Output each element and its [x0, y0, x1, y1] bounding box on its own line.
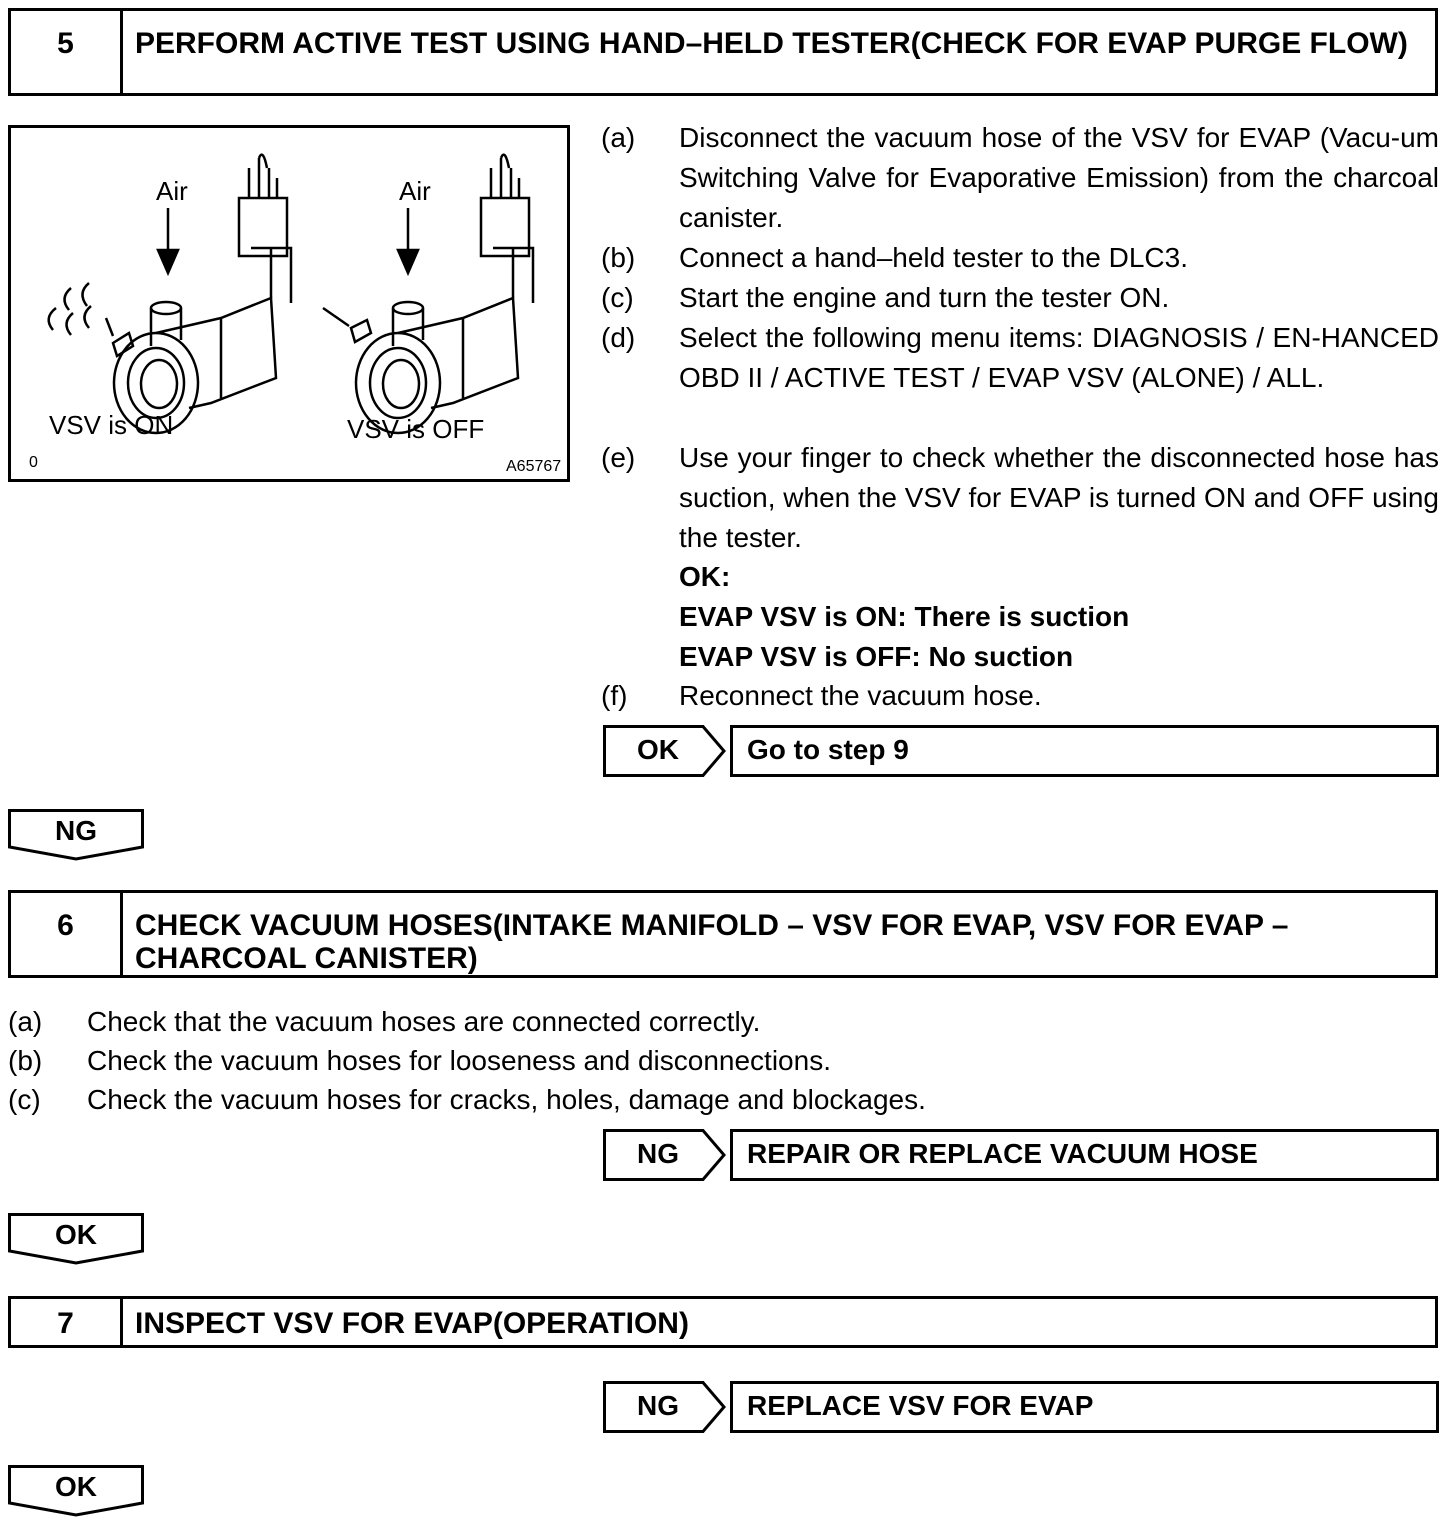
ok-condition-on: EVAP VSV is ON: There is suction	[679, 601, 1130, 632]
step-7-header	[8, 1296, 1438, 1348]
item-text: Select the following menu items: DIAGNOSIS / EN-HANCED OBD II / ACTIVE TEST / EVAP VSV (ALONE) / ALL.	[679, 322, 1439, 393]
item-label: (b)	[8, 1045, 43, 1076]
figure-id: A65767	[506, 458, 562, 475]
down-tag-label: OK	[55, 1471, 97, 1502]
item-text: Reconnect the vacuum hose.	[679, 680, 1042, 711]
step-6-result	[603, 1129, 1439, 1181]
step-7-down-tag	[8, 1465, 144, 1517]
air-label-right: Air	[399, 176, 431, 206]
item-label: (a)	[8, 1006, 43, 1037]
vsv-illustration	[8, 125, 570, 482]
down-tag-label: OK	[55, 1219, 97, 1250]
step-5-down-tag	[8, 809, 144, 861]
item-label: (d)	[601, 322, 636, 353]
step-number: 5	[11, 11, 123, 93]
step-7-result	[603, 1381, 1439, 1433]
step-title: PERFORM ACTIVE TEST USING HAND–HELD TESTER(CHECK FOR EVAP PURGE FLOW)	[135, 27, 1408, 60]
item-text: Check the vacuum hoses for looseness and disconnections.	[87, 1045, 831, 1076]
item-label: (a)	[601, 122, 636, 153]
result-text: REPAIR OR REPLACE VACUUM HOSE	[730, 1129, 1439, 1181]
result-tag	[603, 725, 727, 782]
step-5-header	[8, 8, 1438, 96]
ok-heading: OK:	[679, 561, 731, 592]
result-text: Go to step 9	[730, 725, 1439, 777]
vsv-off-label: VSV is OFF	[347, 414, 485, 444]
item-text: Use your finger to check whether the disconnected hose has suction, when the VSV for EVAP is turned ON and OFF using the tester.	[679, 442, 1440, 553]
item-label: (b)	[601, 242, 636, 273]
result-text: REPLACE VSV FOR EVAP	[730, 1381, 1439, 1433]
step-6-down-tag	[8, 1213, 144, 1265]
result-tag-label: OK	[637, 734, 679, 765]
result-tag	[603, 1381, 727, 1438]
ok-condition-off: EVAP VSV is OFF: No suction	[679, 641, 1074, 672]
step-5-result	[603, 725, 1439, 777]
step-title: CHECK VACUUM HOSES(INTAKE MANIFOLD – VSV FOR EVAP, VSV FOR EVAP – CHARCOAL CANISTER)	[135, 909, 1289, 975]
item-label: (e)	[601, 442, 636, 473]
step-number: 7	[11, 1299, 123, 1345]
result-tag-label: NG	[637, 1138, 679, 1169]
down-tag-label: NG	[55, 815, 97, 846]
step-title: INSPECT VSV FOR EVAP(OPERATION)	[135, 1307, 689, 1340]
step-number: 6	[11, 893, 123, 975]
item-text: Disconnect the vacuum hose of the VSV for EVAP (Vacu-um Switching Valve for Evaporative Emission) from the charcoal canister.	[679, 122, 1439, 233]
item-text: Start the engine and turn the tester ON.	[679, 282, 1170, 313]
air-label-left: Air	[156, 176, 188, 206]
vsv-on-label: VSV is ON	[49, 410, 174, 440]
result-tag-label: NG	[637, 1390, 679, 1421]
step-6-header	[8, 890, 1438, 978]
result-tag	[603, 1129, 727, 1186]
item-text: Check that the vacuum hoses are connected correctly.	[87, 1006, 761, 1037]
item-label: (f)	[601, 680, 628, 711]
item-text: Connect a hand–held tester to the DLC3.	[679, 242, 1189, 273]
item-label: (c)	[601, 282, 634, 313]
item-label: (c)	[8, 1084, 41, 1115]
item-text: Check the vacuum hoses for cracks, holes, damage and blockages.	[87, 1084, 926, 1115]
figure-corner-mark: 0	[29, 454, 38, 471]
